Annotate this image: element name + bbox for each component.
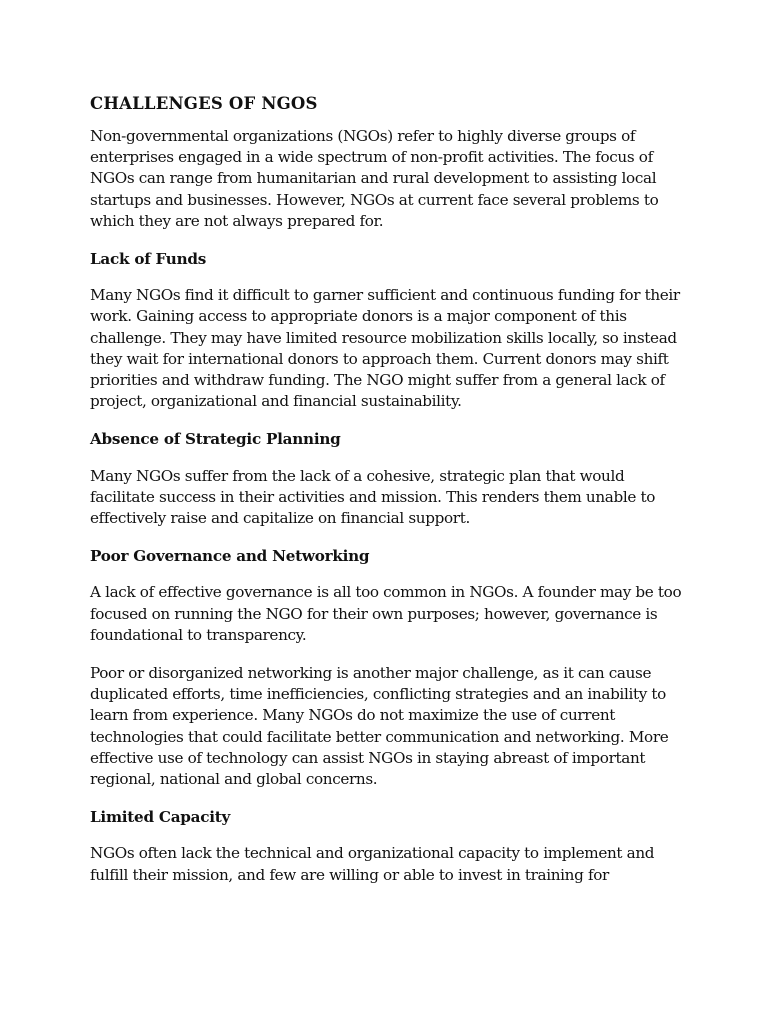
- section-paragraph: NGOs often lack the technical and organizational capacity to implement and fulfill their mission, and few are willing or able to invest in training for: [90, 844, 655, 884]
- section-heading: Lack of Funds: [90, 250, 207, 269]
- intro-paragraph: Non-governmental organizations (NGOs) refer to highly diverse groups of enterprises engaged in a wide spectrum of non-profit activities. The focus of NGOs can range from humanitarian and rural development to assisting local startups and businesses. However, NGOs at current face several problems to which they are not always prepared for.: [90, 127, 659, 230]
- page-title: CHALLENGES OF NGOS: [90, 94, 318, 113]
- section-heading: Limited Capacity: [90, 808, 231, 827]
- section-heading: Poor Governance and Networking: [90, 547, 370, 566]
- section-paragraph: Many NGOs suffer from the lack of a cohesive, strategic plan that would facilitate success in their activities and mission. This renders them unable to effectively raise and capitalize on financial support.: [90, 466, 656, 528]
- section-paragraph: Many NGOs find it difficult to garner sufficient and continuous funding for their work. Gaining access to appropriate donors is a major component of this challenge. They may have limited resource mobilization skills locally, so instead they wait for international donors to approach them. Current donors may shift priorities and withdraw funding. The NGO might suffer from a general lack of project, organizational and financial sustainability.: [90, 286, 680, 411]
- section-poor-governance-and-networking: [90, 546, 690, 790]
- section-limited-capacity: [90, 807, 690, 886]
- section-paragraph: A lack of effective governance is all too common in NGOs. A founder may be too focused on running the NGO for their own purposes; however, governance is foundational to transparency.: [90, 583, 682, 644]
- section-absence-of-strategic-planning: [90, 429, 690, 529]
- section-paragraph: Poor or disorganized networking is another major challenge, as it can cause duplicated efforts, time inefficiencies, conflicting strategies and an inability to learn from experience. Many NGOs do not maximize the use of current technologies that could facilitate better communication and networking. More effective use of technology can assist NGOs in staying abreast of important regional, national and global concerns.: [90, 664, 669, 789]
- section-lack-of-funds: [90, 249, 690, 412]
- document-page: [90, 92, 690, 903]
- section-heading: Absence of Strategic Planning: [90, 430, 341, 449]
